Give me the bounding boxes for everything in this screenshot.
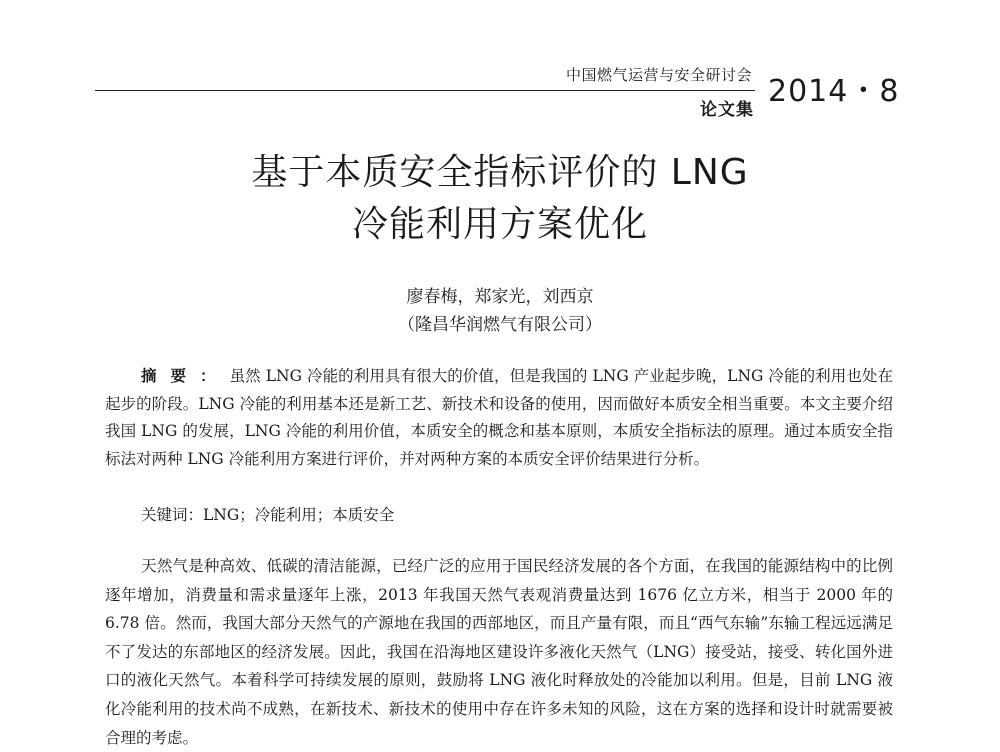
abstract-label: 摘要： xyxy=(141,366,230,385)
body-paragraph xyxy=(105,552,893,752)
header-conference-name: 中国燃气运营与安全研讨会 xyxy=(565,66,752,84)
abstract-text: 虽然 LNG 冷能的利用具有很大的价值，但是我国的 LNG 产业起步晚，LNG 冷能的利用也处在起步的阶段。LNG 冷能的利用基本还是新工艺、新技术和设备的使用，因而做好本质安全相当重要。本文主要介绍我国 LNG 的发展，LNG 冷能的利用价值，本质安全的概念和基本原则，本质安全指标法的原理。通过本质安全指标法对两种 LNG 冷能利用方案进行评价，并对两种方案的本质安全评价结果进行分析。 xyxy=(105,367,893,468)
paper-title-line1: 基于本质安全指标评价的 LNG xyxy=(251,152,749,193)
header-date: 2014・8 xyxy=(768,74,900,109)
header-rule xyxy=(95,90,755,91)
body-paragraph-text: 天然气是种高效、低碳的清洁能源，已经广泛的应用于国民经济发展的各个方面，在我国的能源结构中的比例逐年增加，消费量和需求量逐年上涨，2013 年我国天然气表观消费量达到 1676 亿立方米，相当于 2000 年的 6.78 倍。然而，我国大部分天然气的产源地在我国的西部地区，而且产量有限，而且“西气东输”东输工程远远满足不了发达的东部地区的经济发展。因此，我国在沿海地区建设许多液化天然气（LNG）接受站，接受、转化国外进口的液化天然气。本着科学可持续发展的原则，鼓励将 LNG 液化时释放处的冷能加以利用。但是，目前 LNG 液化冷能利用的技术尚不成熟，在新技术、新技术的使用中存在许多未知的风险，这在方案的选择和设计时就需要被合理的考虑。 xyxy=(105,557,893,747)
author-affiliation: （隆昌华润燃气有限公司） xyxy=(398,315,602,335)
authors-block xyxy=(0,283,1000,339)
abstract xyxy=(105,362,893,473)
paper-title xyxy=(0,147,1000,251)
author-names: 廖春梅，郑家光，刘西京 xyxy=(406,287,594,307)
paper-title-line2: 冷能利用方案优化 xyxy=(351,204,648,245)
keywords: 关键词：LNG；冷能利用；本质安全 xyxy=(141,506,395,524)
header-collection-label: 论文集 xyxy=(700,100,754,120)
